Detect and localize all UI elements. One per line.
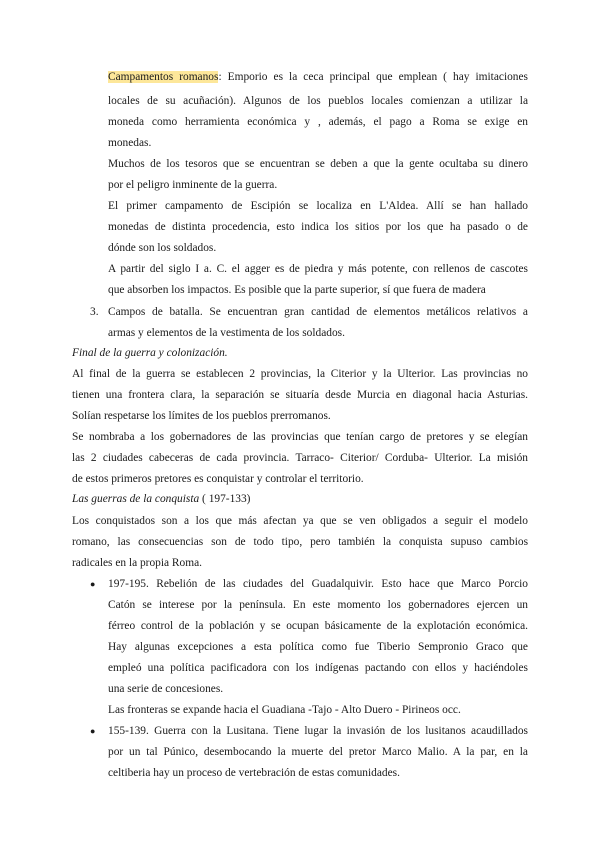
bullet1-line-6: una serie de concesiones.	[108, 683, 224, 695]
final-p1-line-1: Al final de la guerra se establecen 2 provincias, la Citerior y la Ulterior. Las provincias no	[72, 368, 528, 380]
agger-line-2: que absorben los impactos. Es posible que la parte superior, sí que fuera de madera	[108, 284, 486, 296]
bullet1-line-3: férreo control de la población y se ocupan básicamente de la explotación económica.	[108, 620, 528, 632]
bullet1-line-7: Las fronteras se expande hacia el Guadiana -Tajo - Alto Duero - Pirineos occ.	[108, 704, 461, 716]
final-guerra-heading: Final de la guerra y colonización.	[72, 347, 228, 359]
campos-line-1: Campos de batalla. Se encuentran gran cantidad de elementos metálicos relativos a	[108, 306, 528, 318]
campamentos-line-2: locales de su acuñación). Algunos de los pueblos locales comienzan a utilizar la	[108, 95, 528, 107]
guerras-p1-line-2: romano, las consecuencias son de todo tipo, pero también la conquista supuso cambios	[72, 536, 528, 548]
final-p2-line-1: Se nombraba a los gobernadores de las provincias que tenían cargo de pretores y se elegían	[72, 431, 528, 443]
tesoros-line-1: Muchos de los tesoros que se encuentran se deben a que la gente ocultaba su dinero	[108, 158, 528, 170]
escipion-line-3: dónde son los soldados.	[108, 242, 217, 254]
bullet1-line-4: Hay algunas excepciones a esta política como fue Tiberio Sempronio Graco que	[108, 641, 528, 653]
bullet1-line-2: Catón se interese por la península. En este momento los gobernadores ejercen un	[108, 599, 528, 611]
guerras-heading: Las guerras de la conquista ( 197-133)	[72, 493, 251, 505]
campamentos-line-4: monedas.	[108, 137, 152, 149]
campamentos-line-1: Campamentos romanos: Emporio es la ceca principal que emplean ( hay imitaciones	[108, 71, 528, 83]
list-number-3: 3.	[90, 306, 99, 318]
bullet-icon: ●	[90, 579, 96, 589]
final-p2-line-3: de estos primeros pretores es conquistar y controlar el territorio.	[72, 473, 364, 485]
bullet-icon: ●	[90, 726, 96, 736]
guerras-p1-line-1: Los conquistados son a los que más afectan ya que se ven obligados a seguir el modelo	[72, 515, 528, 527]
escipion-line-1: El primer campamento de Escipión se localiza en L'Aldea. Allí se han hallado	[108, 200, 528, 212]
escipion-line-2: monedas de distinta procedencia, esto indica los sitios por los que ha pasado o de	[108, 221, 528, 233]
final-p1-line-3: Solían respetarse los límites de los pueblos prerromanos.	[72, 410, 331, 422]
bullet1-line-1: 197-195. Rebelión de las ciudades del Guadalquivir. Esto hace que Marco Porcio	[108, 578, 528, 590]
bullet2-line-3: celtiberia hay un proceso de vertebración de estas comunidades.	[108, 767, 400, 779]
campos-line-2: armas y elementos de la vestimenta de los soldados.	[108, 327, 345, 339]
bullet2-line-1: 155-139. Guerra con la Lusitana. Tiene lugar la invasión de los lusitanos acaudillados	[108, 725, 528, 737]
campamentos-line-3: moneda como herramienta económica y , además, el pago a Roma se exige en	[108, 116, 528, 128]
campamentos-highlight: Campamentos romanos	[108, 71, 219, 83]
tesoros-line-2: por el peligro inminente de la guerra.	[108, 179, 278, 191]
agger-line-1: A partir del siglo I a. C. el agger es de piedra y más potente, con rellenos de cascotes	[108, 263, 528, 275]
guerras-p1-line-3: radicales en la propia Roma.	[72, 557, 202, 569]
final-p2-line-2: las 2 ciudades cabeceras de cada provincia. Tarraco- Citerior/ Corduba- Ulterior. La misión	[72, 452, 528, 464]
bullet2-line-2: por un tal Púnico, desembocando la muerte del pretor Marco Malio. A la par, en la	[108, 746, 528, 758]
bullet1-line-5: empleó una política pacificadora con los indígenas pactando con ellos y haciéndoles	[108, 662, 528, 674]
final-p1-line-2: tienen una frontera clara, la separación se situaría desde Murcia en diagonal hacia Asturias.	[72, 389, 528, 401]
